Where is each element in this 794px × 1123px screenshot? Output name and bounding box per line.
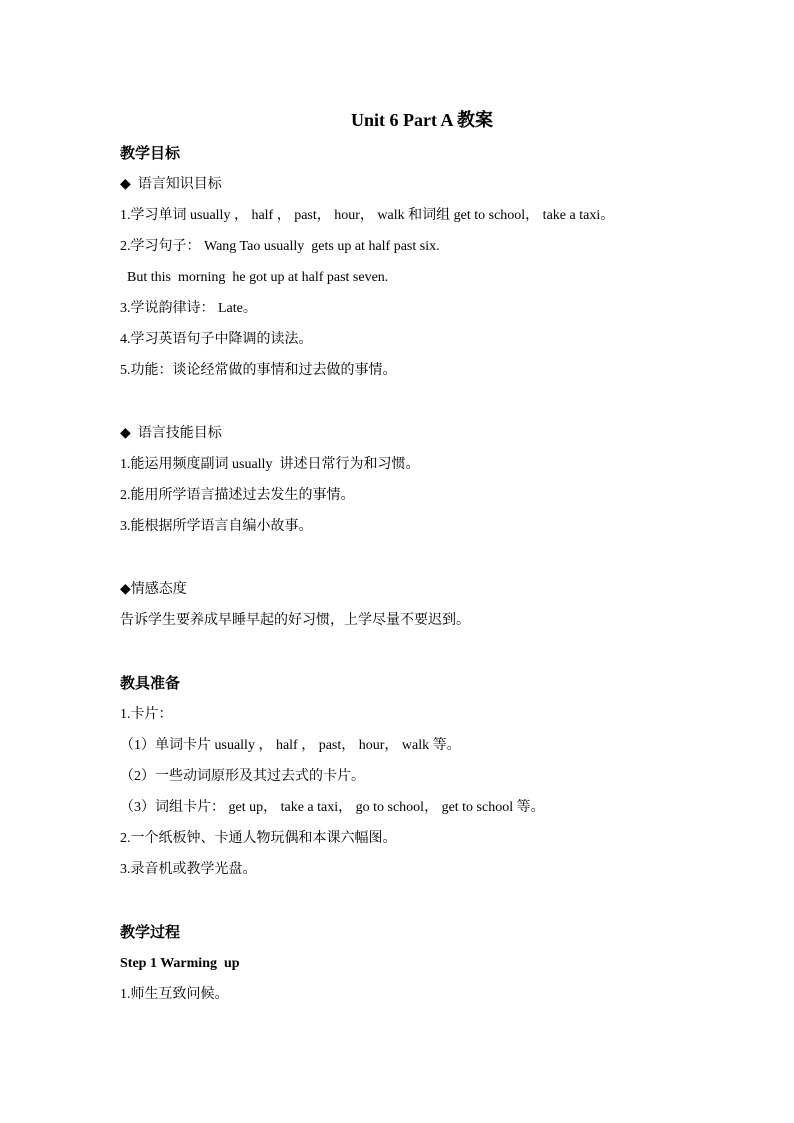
step1-heading: Step 1 Warming up (120, 956, 240, 971)
materials-item: （1）单词卡片 usually ， half ， past， hour， walk 等。 (120, 738, 461, 753)
skills-item: 3.能根据所学语言自编小故事。 (120, 519, 313, 534)
skills-heading: ◆ 语言技能目标 (120, 426, 222, 441)
knowledge-item: 2.学习句子： Wang Tao usually gets up at half past six. (120, 239, 440, 254)
knowledge-item: 3.学说韵律诗： Late。 (120, 301, 257, 316)
section-heading-objectives: 教学目标 (120, 146, 181, 162)
knowledge-item: But this morning he got up at half past seven. (120, 270, 389, 285)
materials-item: 3.录音机或教学光盘。 (120, 862, 257, 877)
materials-item: （3）词组卡片： get up， take a taxi， go to school， get to school 等。 (120, 800, 545, 815)
materials-item: 1.卡片： (120, 707, 173, 722)
knowledge-item: 1.学习单词 usually ， half ， past， hour， walk 和词组 get to school， take a taxi。 (120, 208, 615, 223)
attitude-text: 告诉学生要养成早睡早起的好习惯，上学尽量不要迟到。 (120, 613, 470, 628)
section-heading-process: 教学过程 (120, 925, 181, 941)
knowledge-item: 4.学习英语句子中降调的读法。 (120, 332, 313, 347)
step1-item: 1.师生互致问候。 (120, 987, 229, 1002)
document-title: Unit 6 Part A 教案 (351, 110, 493, 130)
knowledge-heading: ◆ 语言知识目标 (120, 177, 222, 192)
materials-item: （2）一些动词原形及其过去式的卡片。 (120, 769, 365, 784)
materials-item: 2.一个纸板钟、卡通人物玩偶和本课六幅图。 (120, 831, 397, 846)
skills-item: 1.能运用频度副词 usually 讲述日常行为和习惯。 (120, 457, 420, 472)
knowledge-item: 5.功能：谈论经常做的事情和过去做的事情。 (120, 363, 397, 378)
section-heading-materials: 教具准备 (120, 676, 181, 692)
skills-item: 2.能用所学语言描述过去发生的事情。 (120, 488, 355, 503)
attitude-heading: ◆情感态度 (120, 582, 187, 597)
